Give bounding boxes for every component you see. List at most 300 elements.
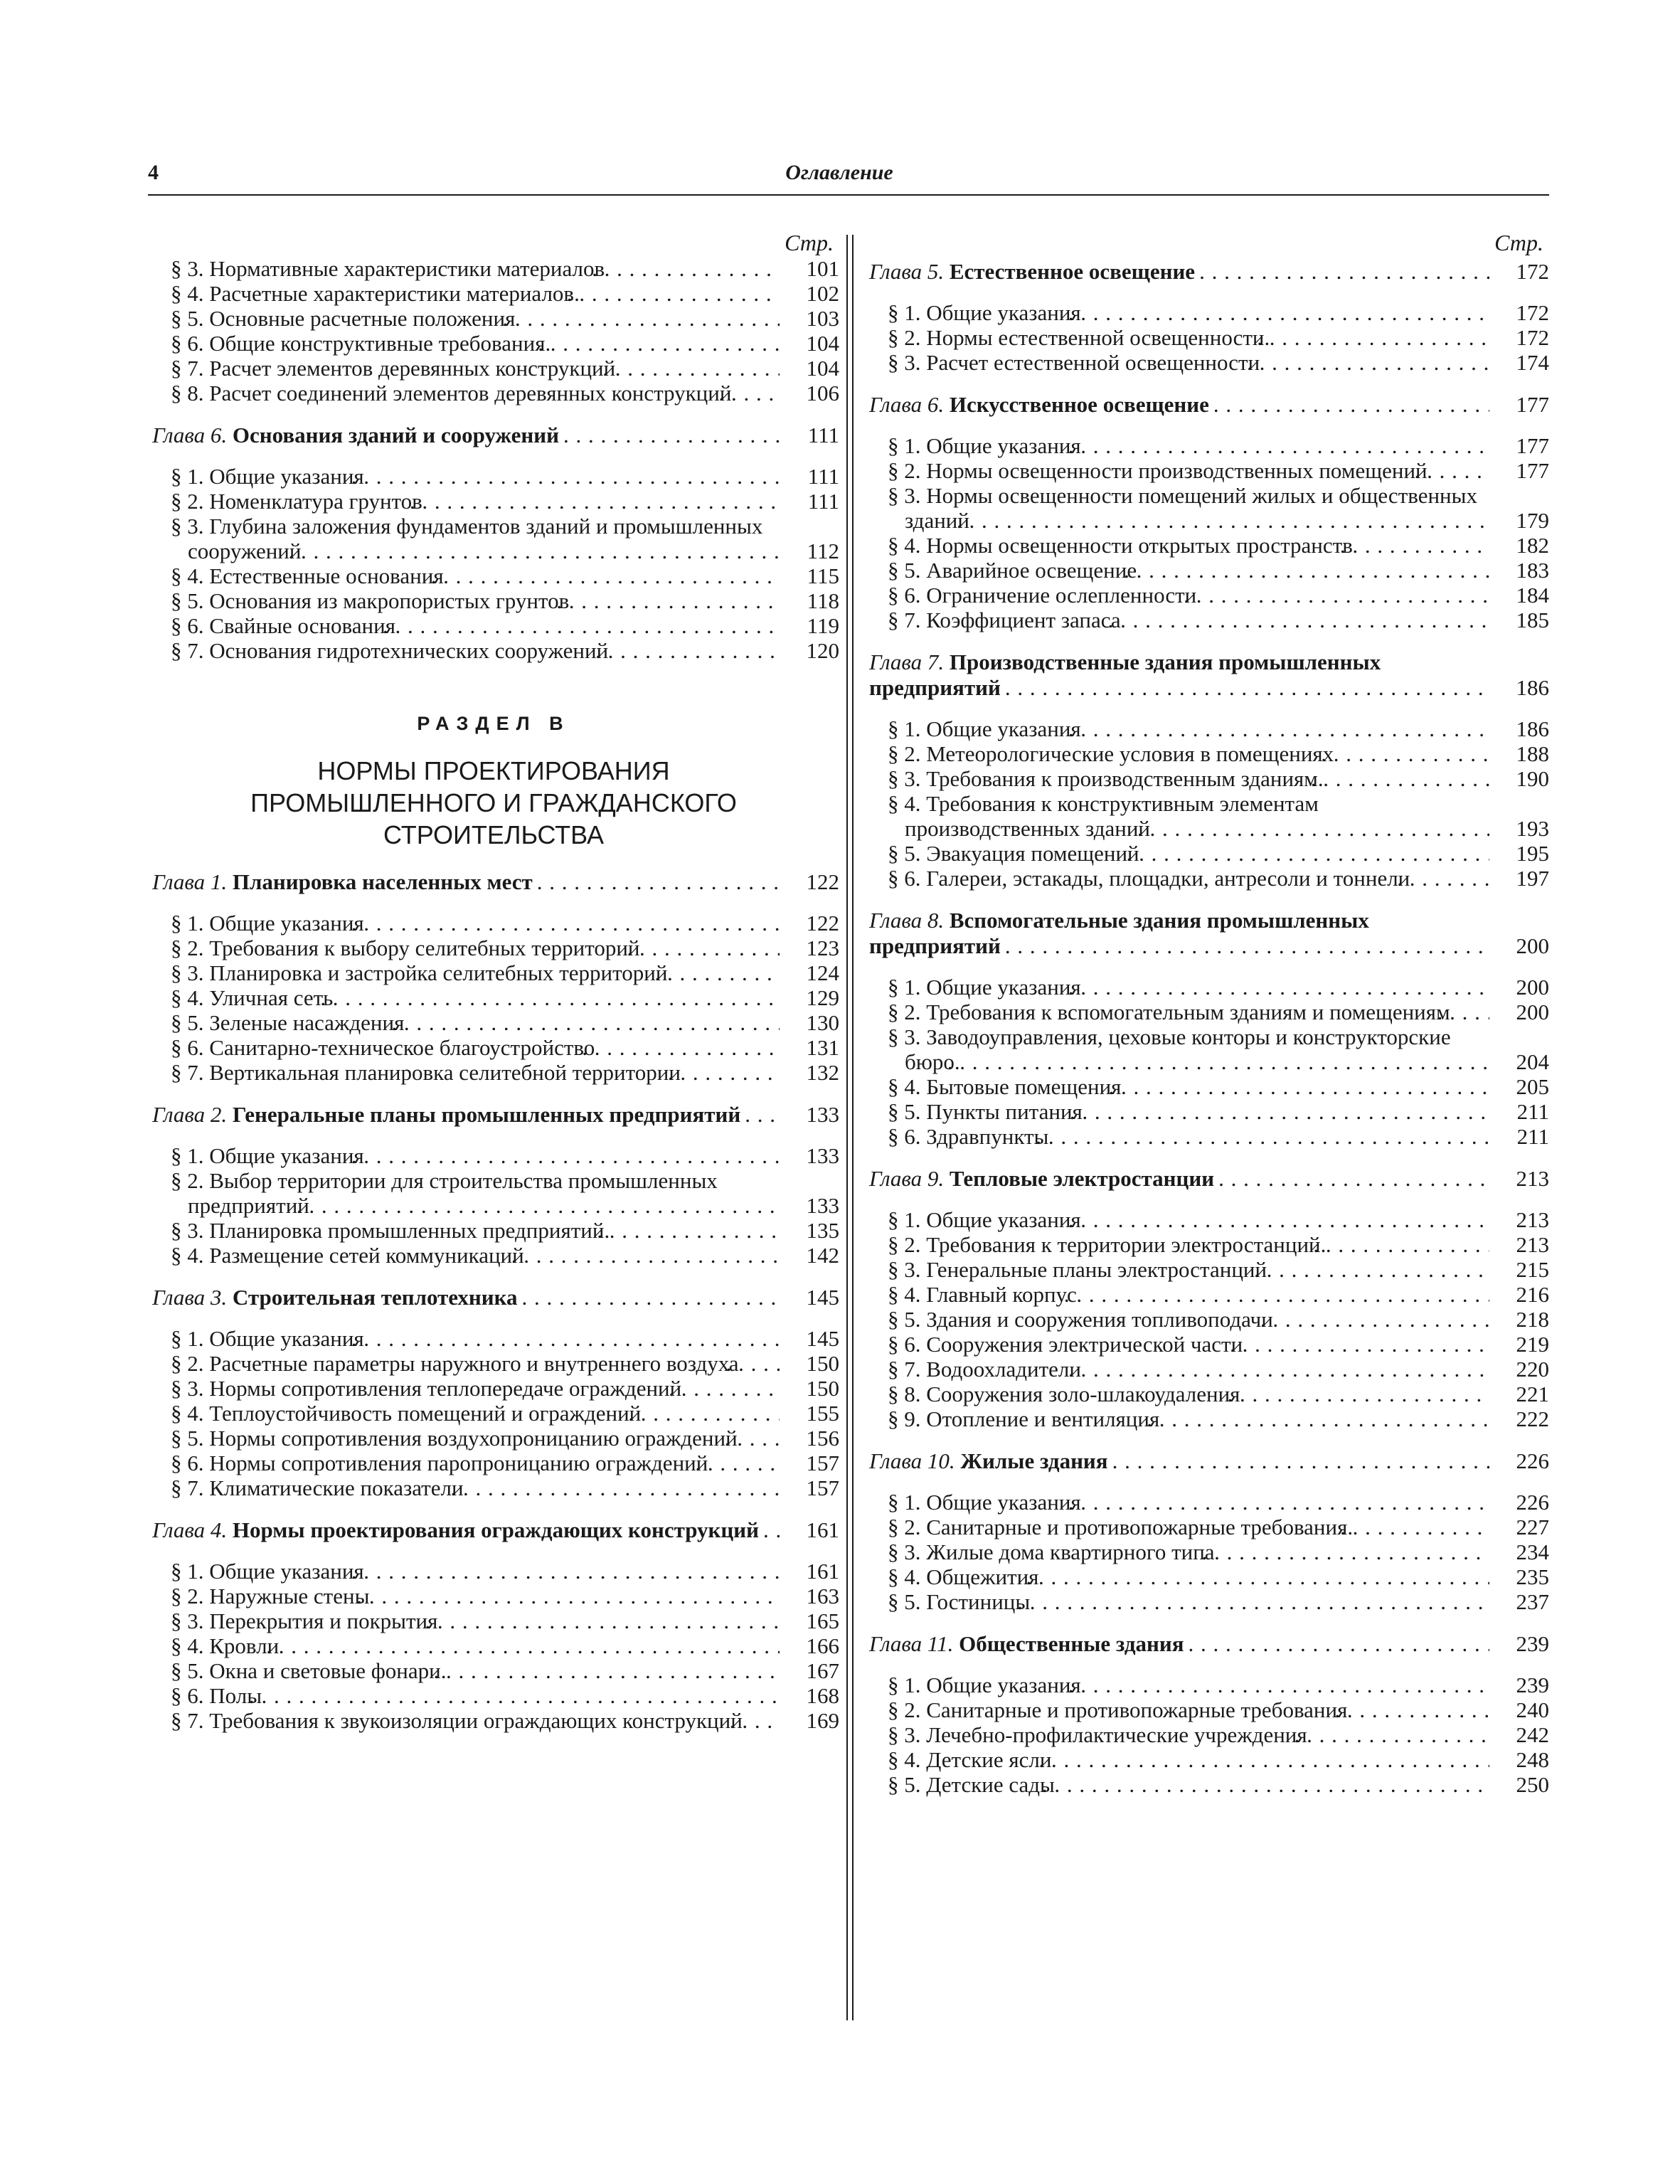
chapter-title: Планировка населенных мест — [232, 869, 533, 894]
chapter-text — [148, 423, 780, 448]
entry-title: § 1. Общие указания . . . — [865, 300, 1489, 325]
entry-title: § 3. Заводоуправления, цеховые конторы и конструкторские бюро. . . . — [865, 1024, 1489, 1074]
chapter-title: Тепловые электростанции — [949, 1166, 1215, 1191]
entry-page: 102 — [780, 281, 839, 306]
toc-entry — [865, 1000, 1549, 1024]
entry-title: § 1. Общие указания . . . — [148, 1326, 780, 1351]
entry-page: 213 — [1489, 1232, 1549, 1257]
chapter-title: Вспомогательные здания промышленных предприятий — [869, 908, 1369, 958]
chapter-page: 226 — [1489, 1448, 1549, 1474]
chapter-text — [865, 650, 1489, 701]
entry-title: § 6. Сооружения электрической части . . . — [865, 1332, 1489, 1357]
entry-page: 215 — [1489, 1257, 1549, 1282]
entry-page: 221 — [1489, 1382, 1549, 1406]
chapter-heading — [148, 869, 839, 895]
chapter-page: 111 — [780, 423, 839, 448]
chapter-heading — [865, 1631, 1549, 1657]
entry-title: § 3. Расчет естественной освещенности . . . — [865, 350, 1489, 375]
entry-page: 197 — [1489, 866, 1549, 891]
toc-entry — [865, 583, 1549, 608]
entry-title: § 5. Основания из макропористых грунтов . . . — [148, 588, 780, 613]
entry-title: § 2. Нормы естественной освещенности. . . . — [865, 325, 1489, 350]
entry-page: 183 — [1489, 558, 1549, 583]
toc-entry — [865, 1515, 1549, 1539]
entry-page: 103 — [780, 306, 839, 331]
entry-page: 195 — [1489, 841, 1549, 866]
toc-entry — [865, 791, 1549, 841]
chapter-title: Искусственное освещение — [949, 392, 1209, 417]
entry-page: 131 — [780, 1035, 839, 1060]
entry-page: 219 — [1489, 1332, 1549, 1357]
entry-title: § 4. Естественные основания . . . — [148, 563, 780, 588]
entry-title: § 2. Санитарные и противопожарные требования . . . — [865, 1697, 1489, 1722]
column-divider-right — [852, 235, 854, 2020]
chapter-title: Генеральные планы промышленных предприятий — [232, 1102, 741, 1127]
toc-entry — [865, 558, 1549, 583]
toc-entry — [148, 1218, 839, 1243]
section-heading — [148, 713, 839, 851]
toc-entry — [148, 306, 839, 331]
entry-page: 150 — [780, 1351, 839, 1376]
entry-title: § 5. Пункты питания . . . — [865, 1099, 1489, 1124]
page-column-label: Стр. — [1494, 230, 1543, 255]
toc-entry — [148, 1326, 839, 1351]
chapter-heading — [865, 1448, 1549, 1474]
toc-entry — [865, 1564, 1549, 1589]
toc-entry — [865, 1074, 1549, 1099]
entry-page: 190 — [1489, 766, 1549, 791]
chapter-title: Нормы проектирования ограждающих конструкций — [232, 1517, 759, 1542]
entry-page: 132 — [780, 1060, 839, 1085]
chapter-text — [865, 1166, 1489, 1192]
entry-title: § 2. Нормы освещенности производственных помещений . . . — [865, 458, 1489, 483]
chapter-group-a — [148, 423, 839, 663]
chapter-label: Глава 7. — [869, 650, 945, 674]
entry-title: § 3. Нормы сопротивления теплопередаче ограждений . . . — [148, 1376, 780, 1401]
entry-title: § 5. Детские сады . . . — [865, 1772, 1489, 1797]
chapter-title: Общественные здания — [959, 1631, 1184, 1656]
entry-title: § 6. Ограничение ослепленности . . . — [865, 583, 1489, 608]
toc-entry — [148, 1143, 839, 1168]
chapter-title: Строительная теплотехника — [232, 1285, 518, 1310]
toc-entry — [865, 458, 1549, 483]
chapter-page: 145 — [780, 1285, 839, 1310]
entry-title: § 3. Планировка промышленных предприятий. . . . — [148, 1218, 780, 1243]
entry-title: § 7. Требования к звукоизоляции ограждающих конструкций . . . — [148, 1708, 780, 1733]
entry-page: 112 — [780, 539, 839, 563]
toc-entry — [865, 1257, 1549, 1282]
toc-entry — [148, 1243, 839, 1268]
running-title: Оглавление — [785, 161, 893, 184]
entry-page: 184 — [1489, 583, 1549, 608]
entry-title: § 2. Метеорологические условия в помещениях . . . — [865, 741, 1489, 766]
chapter-label: Глава 2. — [152, 1102, 228, 1127]
entry-page: 177 — [1489, 433, 1549, 458]
entry-title: § 2. Расчетные параметры наружного и внутреннего воздуха . . . — [148, 1351, 780, 1376]
chapter-title: Естественное освещение — [949, 259, 1196, 284]
toc-entry — [865, 325, 1549, 350]
entry-title: § 5. Основные расчетные положения . . . — [148, 306, 780, 331]
entry-title: § 5. Зеленые насаждения . . . — [148, 1010, 780, 1035]
chapter-heading — [865, 650, 1549, 701]
toc-entry — [148, 331, 839, 356]
chapter-group-right — [865, 259, 1549, 1797]
entry-title: § 1. Общие указания . . . — [148, 1559, 780, 1584]
entry-page: 193 — [1489, 816, 1549, 841]
entry-page: 104 — [780, 331, 839, 356]
entry-title: § 7. Расчет элементов деревянных конструкций . . . — [148, 356, 780, 381]
chapter-page: 133 — [780, 1102, 839, 1128]
entry-page: 133 — [780, 1143, 839, 1168]
chapter-title: Жилые здания — [960, 1448, 1108, 1473]
entry-page: 172 — [1489, 325, 1549, 350]
chapter-heading — [865, 908, 1549, 959]
entry-title: § 7. Основания гидротехнических сооружений . . . — [148, 638, 780, 663]
toc-entry — [148, 281, 839, 306]
entry-title: § 2. Требования к выбору селитебных территорий . . . — [148, 935, 780, 960]
toc-entry — [865, 1722, 1549, 1747]
entry-page: 250 — [1489, 1772, 1549, 1797]
entry-page: 122 — [780, 911, 839, 935]
entry-page: 182 — [1489, 533, 1549, 558]
entry-title: § 2. Требования к вспомогательным зданиям и помещениям . . . — [865, 1000, 1489, 1024]
chapter-heading — [865, 1166, 1549, 1192]
chapter-label: Глава 1. — [152, 869, 228, 894]
entry-page: 163 — [780, 1584, 839, 1608]
entry-title: § 1. Общие указания . . . — [865, 1673, 1489, 1697]
toc-entry — [148, 935, 839, 960]
chapter-label: Глава 9. — [869, 1166, 945, 1191]
entry-title: § 4. Теплоустойчивость помещений и ограждений . . . — [148, 1401, 780, 1426]
toc-entry — [148, 256, 839, 281]
toc-entry — [865, 741, 1549, 766]
toc-entry — [865, 1772, 1549, 1797]
page-number: 4 — [148, 161, 159, 184]
entry-page: 213 — [1489, 1207, 1549, 1232]
toc-entry — [148, 1010, 839, 1035]
entry-page: 179 — [1489, 508, 1549, 533]
entry-title: § 2. Выбор территории для строительства промышленных предприятий . . . — [148, 1168, 780, 1218]
toc-entry — [148, 1060, 839, 1085]
entry-title: § 5. Аварийное освещение . . . — [865, 558, 1489, 583]
toc-entry — [865, 975, 1549, 1000]
continuation-list — [148, 256, 839, 405]
entry-page: 211 — [1489, 1099, 1549, 1124]
entry-title: § 8. Расчет соединений элементов деревянных конструкций . . . — [148, 381, 780, 405]
toc-entry — [148, 1376, 839, 1401]
chapter-text — [865, 392, 1489, 418]
chapter-page: 239 — [1489, 1631, 1549, 1657]
entry-title: § 3. Перекрытия и покрытия . . . — [148, 1608, 780, 1633]
entry-page: 118 — [780, 588, 839, 613]
toc-entry — [865, 608, 1549, 632]
entry-page: 130 — [780, 1010, 839, 1035]
entry-title: § 9. Отопление и вентиляция . . . — [865, 1406, 1489, 1431]
toc-entry — [865, 533, 1549, 558]
entry-page: 115 — [780, 563, 839, 588]
section-title: НОРМЫ ПРОЕКТИРОВАНИЯ ПРОМЫШЛЕННОГО И ГРАЖДАНСКОГО СТРОИТЕЛЬСТВА — [250, 756, 737, 849]
chapter-group-b — [148, 869, 839, 1733]
entry-page: 129 — [780, 985, 839, 1010]
entry-title: § 1. Общие указания . . . — [148, 1143, 780, 1168]
entry-page: 222 — [1489, 1406, 1549, 1431]
entry-title: § 6. Полы . . . — [148, 1683, 780, 1708]
toc-entry — [865, 1382, 1549, 1406]
entry-page: 240 — [1489, 1697, 1549, 1722]
entry-page: 211 — [1489, 1124, 1549, 1149]
chapter-label: Глава 11. — [869, 1631, 954, 1656]
entry-page: 161 — [780, 1559, 839, 1584]
entry-page: 237 — [1489, 1589, 1549, 1614]
entry-title: § 2. Номенклатура грунтов . . . — [148, 489, 780, 514]
entry-page: 235 — [1489, 1564, 1549, 1589]
toc-entry — [148, 1584, 839, 1608]
entry-page: 218 — [1489, 1307, 1549, 1332]
toc-entry — [865, 1207, 1549, 1232]
entry-title: § 6. Нормы сопротивления паропроницанию ограждений . . . — [148, 1451, 780, 1475]
chapter-label: Глава 8. — [869, 908, 945, 933]
entry-title: § 2. Санитарные и противопожарные требования. . . . — [865, 1515, 1489, 1539]
entry-page: 165 — [780, 1608, 839, 1633]
toc-entry — [148, 514, 839, 563]
entry-title: § 3. Лечебно-профилактические учреждения . . . — [865, 1722, 1489, 1747]
toc-entry — [148, 1475, 839, 1500]
entry-page: 200 — [1489, 1000, 1549, 1024]
chapter-page: 122 — [780, 869, 839, 895]
chapter-heading — [148, 423, 839, 448]
entry-page: 124 — [780, 960, 839, 985]
entry-page: 150 — [780, 1376, 839, 1401]
toc-entry — [865, 716, 1549, 741]
chapter-page: 172 — [1489, 259, 1549, 285]
toc-entry — [865, 1697, 1549, 1722]
toc-entry — [865, 1357, 1549, 1382]
toc-entry — [865, 1490, 1549, 1515]
entry-title: § 1. Общие указания . . . — [865, 433, 1489, 458]
toc-entry — [148, 613, 839, 638]
toc-entry — [865, 1232, 1549, 1257]
entry-page: 104 — [780, 356, 839, 381]
entry-page: 111 — [780, 464, 839, 489]
toc-entry — [865, 1282, 1549, 1307]
entry-title: § 1. Общие указания . . . — [148, 911, 780, 935]
toc-entry — [148, 381, 839, 405]
chapter-page: 186 — [1489, 675, 1549, 701]
entry-title: § 1. Общие указания . . . — [865, 716, 1489, 741]
entry-title: § 4. Кровли . . . — [148, 1633, 780, 1658]
entry-title: § 8. Сооружения золо-шлакоудаления . . . — [865, 1382, 1489, 1406]
entry-page: 205 — [1489, 1074, 1549, 1099]
toc-entry — [865, 1673, 1549, 1697]
entry-title: § 5. Нормы сопротивления воздухопроницанию ограждений . . . — [148, 1426, 780, 1451]
chapter-text — [865, 259, 1489, 285]
chapter-title: Основания зданий и сооружений — [232, 423, 559, 447]
entry-page: 101 — [780, 256, 839, 281]
entry-page: 168 — [780, 1683, 839, 1708]
entry-title: § 7. Вертикальная планировка селитебной территории . . . — [148, 1060, 780, 1085]
entry-page: 111 — [780, 489, 839, 514]
entry-page: 174 — [1489, 350, 1549, 375]
entry-page: 156 — [780, 1426, 839, 1451]
chapter-page: 200 — [1489, 933, 1549, 959]
chapter-page: 177 — [1489, 392, 1549, 418]
chapter-label: Глава 5. — [869, 259, 945, 284]
toc-entry — [865, 300, 1549, 325]
entry-title: § 4. Детские ясли . . . — [865, 1747, 1489, 1772]
toc-entry — [865, 1332, 1549, 1357]
entry-title: § 4. Нормы освещенности открытых пространств . . . — [865, 533, 1489, 558]
entry-page: 216 — [1489, 1282, 1549, 1307]
chapter-label: Глава 4. — [152, 1517, 228, 1542]
entry-title: § 4. Размещение сетей коммуникаций . . . — [148, 1243, 780, 1268]
entry-page: 239 — [1489, 1673, 1549, 1697]
toc-entry — [148, 489, 839, 514]
entry-title: § 4. Расчетные характеристики материалов. . . . — [148, 281, 780, 306]
chapter-label: Глава 6. — [152, 423, 228, 447]
toc-entry — [865, 1406, 1549, 1431]
entry-title: § 3. Генеральные планы электростанций . . . — [865, 1257, 1489, 1282]
left-column — [148, 229, 839, 1733]
entry-title: § 5. Гостиницы . . . — [865, 1589, 1489, 1614]
toc-entry — [148, 638, 839, 663]
entry-page: 167 — [780, 1658, 839, 1683]
toc-entry — [865, 1124, 1549, 1149]
entry-page: 172 — [1489, 300, 1549, 325]
chapter-heading — [865, 259, 1549, 285]
toc-entry — [148, 1351, 839, 1376]
entry-page: 133 — [780, 1193, 839, 1218]
entry-title: § 4. Главный корпус . . . — [865, 1282, 1489, 1307]
entry-title: § 3. Нормативные характеристики материалов . . . — [148, 256, 780, 281]
toc-entry — [148, 1708, 839, 1733]
toc-entry — [865, 1024, 1549, 1074]
entry-title: § 4. Уличная сеть . . . — [148, 985, 780, 1010]
chapter-label: Глава 3. — [152, 1285, 228, 1310]
entry-page: 155 — [780, 1401, 839, 1426]
toc-entry — [865, 1539, 1549, 1564]
entry-title: § 6. Здравпункты . . . — [865, 1124, 1489, 1149]
toc-entry — [148, 1426, 839, 1451]
chapter-heading — [865, 392, 1549, 418]
chapter-text — [148, 1285, 780, 1310]
entry-page: 186 — [1489, 716, 1549, 741]
entry-title: § 5. Эвакуация помещений . . . — [865, 841, 1489, 866]
entry-title: § 6. Галереи, эстакады, площадки, антресоли и тоннели . . . — [865, 866, 1489, 891]
entry-page: 157 — [780, 1451, 839, 1475]
chapter-text — [865, 1631, 1489, 1657]
chapter-label: Глава 6. — [869, 392, 945, 417]
toc-entry — [148, 1658, 839, 1683]
entry-page: 119 — [780, 613, 839, 638]
column-divider-left — [846, 235, 848, 2020]
toc-entry — [865, 1747, 1549, 1772]
entry-title: § 6. Общие конструктивные требования. . . . — [148, 331, 780, 356]
entry-page: 123 — [780, 935, 839, 960]
toc-entry — [865, 841, 1549, 866]
entry-page: 135 — [780, 1218, 839, 1243]
entry-title: § 3. Жилые дома квартирного типа . . . — [865, 1539, 1489, 1564]
entry-title: § 1. Общие указания . . . — [865, 975, 1489, 1000]
entry-title: § 3. Требования к производственным зданиям. . . . — [865, 766, 1489, 791]
entry-title: § 6. Свайные основания . . . — [148, 613, 780, 638]
toc-entry — [148, 1035, 839, 1060]
entry-page: 204 — [1489, 1049, 1549, 1074]
toc-entry — [148, 1608, 839, 1633]
toc-entry — [148, 563, 839, 588]
toc-entry — [148, 1559, 839, 1584]
entry-title: § 5. Окна и световые фонари. . . . — [148, 1658, 780, 1683]
entry-page: 142 — [780, 1243, 839, 1268]
toc-entry — [148, 960, 839, 985]
toc-entry — [148, 1451, 839, 1475]
entry-title: § 2. Наружные стены . . . — [148, 1584, 780, 1608]
page-column-label: Стр. — [785, 230, 834, 255]
chapter-page: 213 — [1489, 1166, 1549, 1192]
entry-title: § 3. Глубина заложения фундаментов зданий и промышленных сооружений . . . — [148, 514, 780, 563]
entry-page: 248 — [1489, 1747, 1549, 1772]
entry-title: § 4. Требования к конструктивным элементам производственных зданий . . . — [865, 791, 1489, 841]
section-label: РАЗДЕЛ В — [417, 713, 570, 734]
entry-title: § 2. Требования к территории электростанций. . . . — [865, 1232, 1489, 1257]
entry-page: 145 — [780, 1326, 839, 1351]
toc-entry — [865, 350, 1549, 375]
right-column — [865, 229, 1549, 1797]
entry-title: § 5. Здания и сооружения топливоподачи . . . — [865, 1307, 1489, 1332]
chapter-text — [865, 908, 1489, 959]
entry-title: § 7. Климатические показатели . . . — [148, 1475, 780, 1500]
chapter-text — [148, 1517, 780, 1543]
chapter-label: Глава 10. — [869, 1448, 955, 1473]
toc-entry — [865, 1307, 1549, 1332]
entry-page: 220 — [1489, 1357, 1549, 1382]
entry-page: 185 — [1489, 608, 1549, 632]
entry-page: 166 — [780, 1633, 839, 1658]
toc-entry — [148, 356, 839, 381]
toc-entry — [865, 866, 1549, 891]
entry-page: 234 — [1489, 1539, 1549, 1564]
entry-title: § 1. Общие указания . . . — [865, 1207, 1489, 1232]
chapter-heading — [148, 1102, 839, 1128]
toc-entry — [148, 1401, 839, 1426]
entry-page: 242 — [1489, 1722, 1549, 1747]
chapter-page: 161 — [780, 1517, 839, 1543]
chapter-text — [148, 869, 780, 895]
chapter-text — [148, 1102, 780, 1128]
entry-title: § 3. Нормы освещенности помещений жилых и общественных зданий . . . — [865, 483, 1489, 533]
toc-entry — [148, 1633, 839, 1658]
header-rule — [148, 194, 1549, 196]
toc-entry — [865, 766, 1549, 791]
entry-title: § 7. Коэффициент запаса . . . — [865, 608, 1489, 632]
entry-title: § 6. Санитарно-техническое благоустройство . . . — [148, 1035, 780, 1060]
toc-entry — [148, 1168, 839, 1218]
entry-title: § 4. Общежития . . . — [865, 1564, 1489, 1589]
toc-entry — [148, 588, 839, 613]
entry-title: § 7. Водоохладители . . . — [865, 1357, 1489, 1382]
entry-title: § 4. Бытовые помещения . . . — [865, 1074, 1489, 1099]
entry-page: 226 — [1489, 1490, 1549, 1515]
entry-title: § 1. Общие указания . . . — [865, 1490, 1489, 1515]
entry-page: 169 — [780, 1708, 839, 1733]
chapter-heading — [148, 1517, 839, 1543]
toc-entry — [865, 1589, 1549, 1614]
entry-page: 188 — [1489, 741, 1549, 766]
entry-page: 177 — [1489, 458, 1549, 483]
toc-entry — [865, 1099, 1549, 1124]
chapter-title: Производственные здания промышленных предприятий — [869, 650, 1381, 700]
toc-entry — [148, 911, 839, 935]
entry-page: 157 — [780, 1475, 839, 1500]
